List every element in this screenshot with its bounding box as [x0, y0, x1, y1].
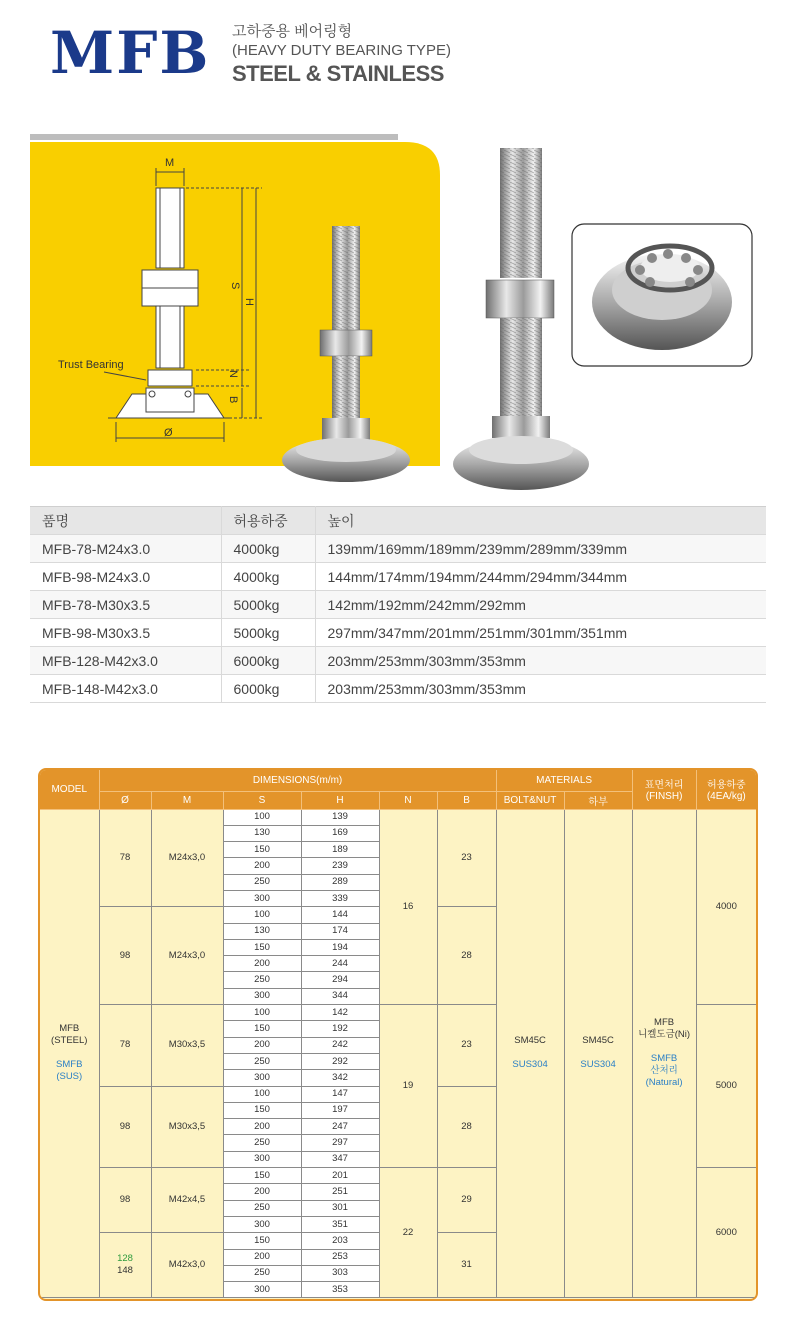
n-cell: 19 — [379, 1005, 437, 1168]
dia-cell: 78 — [99, 809, 151, 907]
h-cell: 139 — [301, 809, 379, 825]
page-header — [0, 0, 789, 110]
model-sus: SMFB — [56, 1059, 83, 1071]
brand-logo: MFB — [50, 19, 211, 87]
height-cell: 203mm/253mm/303mm/353mm — [315, 647, 766, 675]
header-dimensions: DIMENSIONS(m/m) — [99, 770, 496, 791]
h-cell: 289 — [301, 874, 379, 890]
h-cell: 301 — [301, 1200, 379, 1216]
s-cell: 200 — [223, 1249, 301, 1265]
height-cell: 144mm/174mm/194mm/244mm/294mm/344mm — [315, 563, 766, 591]
s-cell: 200 — [223, 858, 301, 874]
s-cell: 200 — [223, 1119, 301, 1135]
load-cell: 4000 — [696, 809, 756, 1005]
header-finish-ko: 표면처리 — [644, 780, 684, 792]
model-steel-sub: (STEEL) — [51, 1035, 88, 1047]
height-cell: 297mm/347mm/201mm/251mm/301mm/351mm — [315, 619, 766, 647]
finish-steel: MFB — [654, 1017, 675, 1029]
bolt-material-sus: SUS304 — [512, 1059, 548, 1071]
bolt-material-cell — [496, 809, 564, 1298]
h-cell: 239 — [301, 858, 379, 874]
height-cell: 203mm/253mm/303mm/353mm — [315, 675, 766, 703]
product-name-cell: MFB-128-M42x3.0 — [30, 647, 221, 675]
header-dia: Ø — [99, 791, 151, 809]
s-cell: 150 — [223, 939, 301, 955]
dimension-table — [40, 770, 756, 1298]
product-name-cell: MFB-78-M30x3.5 — [30, 591, 221, 619]
dia-cell — [99, 1233, 151, 1298]
model-sus-sub: (SUS) — [56, 1071, 83, 1083]
col-header-name: 품명 — [30, 507, 221, 535]
col-header-height: 높이 — [315, 507, 766, 535]
subtitle-english: (HEAVY DUTY BEARING TYPE) — [232, 42, 451, 59]
s-cell: 250 — [223, 1265, 301, 1281]
finish-sus-sub1: 산처리 — [650, 1065, 678, 1077]
load-cell: 4000kg — [221, 563, 315, 591]
leveler-photo-large — [453, 148, 589, 490]
s-cell: 150 — [223, 842, 301, 858]
s-cell: 100 — [223, 1005, 301, 1021]
table-row — [30, 619, 766, 647]
s-cell: 130 — [223, 825, 301, 841]
header-b: B — [437, 791, 496, 809]
s-cell: 300 — [223, 1070, 301, 1086]
h-cell: 147 — [301, 1086, 379, 1102]
product-visual — [0, 130, 789, 500]
dim-label-m: M — [165, 157, 175, 169]
s-cell: 300 — [223, 1282, 301, 1298]
dim-label-s: S — [229, 282, 241, 290]
finish-cell — [632, 809, 696, 1298]
h-cell: 192 — [301, 1021, 379, 1037]
s-cell: 200 — [223, 1184, 301, 1200]
h-cell: 197 — [301, 1102, 379, 1118]
header-load — [696, 770, 756, 809]
dimension-spec-table — [38, 768, 758, 1301]
h-cell: 353 — [301, 1282, 379, 1298]
s-cell: 250 — [223, 1200, 301, 1216]
header-h: H — [301, 791, 379, 809]
dia-cell: 98 — [99, 1168, 151, 1233]
load-cell: 5000kg — [221, 619, 315, 647]
h-cell: 251 — [301, 1184, 379, 1200]
s-cell: 250 — [223, 874, 301, 890]
finish-sus-sub2: (Natural) — [645, 1077, 683, 1089]
finish-sus: SMFB — [650, 1053, 678, 1065]
header-materials: MATERIALS — [496, 770, 632, 791]
base-material-cell — [564, 809, 632, 1298]
m-cell: M24x3,0 — [151, 907, 223, 1005]
dia-cell: 98 — [99, 1086, 151, 1167]
base-material: SM45C — [582, 1035, 614, 1047]
h-cell: 242 — [301, 1037, 379, 1053]
m-cell: M30x3,5 — [151, 1005, 223, 1086]
header-finish-en: (FINSH) — [645, 791, 683, 803]
table-row — [30, 647, 766, 675]
product-name-cell: MFB-98-M24x3.0 — [30, 563, 221, 591]
s-cell: 200 — [223, 1037, 301, 1053]
s-cell: 150 — [223, 1168, 301, 1184]
s-cell: 250 — [223, 1053, 301, 1069]
h-cell: 342 — [301, 1070, 379, 1086]
h-cell: 292 — [301, 1053, 379, 1069]
dia-cell: 98 — [99, 907, 151, 1005]
header-load-ko: 허용하중 — [706, 780, 746, 792]
s-cell: 150 — [223, 1021, 301, 1037]
h-cell: 169 — [301, 825, 379, 841]
col-header-load: 허용하중 — [221, 507, 315, 535]
dim-label-h: H — [243, 298, 255, 306]
bearing-inset — [572, 224, 752, 366]
table-row — [30, 535, 766, 563]
b-cell: 28 — [437, 1086, 496, 1167]
h-cell: 194 — [301, 939, 379, 955]
finish-steel-sub: 니켈도금(Ni) — [638, 1029, 691, 1041]
header-load-en: (4EA/kg) — [706, 791, 746, 803]
product-illustration — [0, 130, 789, 500]
dia-value: 128 — [117, 1253, 133, 1265]
m-cell: M24x3,0 — [151, 809, 223, 907]
h-cell: 294 — [301, 972, 379, 988]
load-cell: 5000kg — [221, 591, 315, 619]
s-cell: 100 — [223, 809, 301, 825]
h-cell: 351 — [301, 1216, 379, 1232]
table-row — [30, 675, 766, 703]
dia-cell: 78 — [99, 1005, 151, 1086]
h-cell: 247 — [301, 1119, 379, 1135]
dia-value-2: 148 — [117, 1265, 133, 1277]
decor-bar — [30, 134, 398, 140]
load-cell: 6000 — [696, 1168, 756, 1298]
table-row — [30, 563, 766, 591]
h-cell: 189 — [301, 842, 379, 858]
m-cell: M30x3,5 — [151, 1086, 223, 1167]
base-material-sus: SUS304 — [580, 1059, 616, 1071]
product-name-cell: MFB-98-M30x3.5 — [30, 619, 221, 647]
s-cell: 150 — [223, 1102, 301, 1118]
s-cell: 250 — [223, 1135, 301, 1151]
table-row — [30, 591, 766, 619]
h-cell: 344 — [301, 988, 379, 1004]
subtitle-korean: 고하중용 베어링형 — [232, 23, 353, 40]
s-cell: 130 — [223, 923, 301, 939]
b-cell: 23 — [437, 809, 496, 907]
load-cell: 6000kg — [221, 675, 315, 703]
bolt-material: SM45C — [514, 1035, 546, 1047]
h-cell: 303 — [301, 1265, 379, 1281]
m-cell: M42x3,0 — [151, 1233, 223, 1298]
product-name-cell: MFB-78-M24x3.0 — [30, 535, 221, 563]
header-bolt-nut: BOLT&NUT — [496, 791, 564, 809]
h-cell: 144 — [301, 907, 379, 923]
load-cell: 4000kg — [221, 535, 315, 563]
header-model: MODEL — [40, 770, 99, 809]
model-cell — [40, 809, 99, 1298]
b-cell: 28 — [437, 907, 496, 1005]
s-cell: 150 — [223, 1233, 301, 1249]
s-cell: 100 — [223, 1086, 301, 1102]
h-cell: 244 — [301, 956, 379, 972]
h-cell: 297 — [301, 1135, 379, 1151]
model-steel: MFB — [59, 1023, 80, 1035]
table-header-row — [30, 507, 766, 535]
table-row — [40, 809, 756, 825]
s-cell: 100 — [223, 907, 301, 923]
h-cell: 142 — [301, 1005, 379, 1021]
h-cell: 174 — [301, 923, 379, 939]
dim-label-n: N — [227, 370, 239, 378]
n-cell: 16 — [379, 809, 437, 1005]
dim-label-dia: Ø — [164, 427, 173, 439]
header-finish — [632, 770, 696, 809]
s-cell: 250 — [223, 972, 301, 988]
height-cell: 142mm/192mm/242mm/292mm — [315, 591, 766, 619]
product-name-cell: MFB-148-M42x3.0 — [30, 675, 221, 703]
header-s: S — [223, 791, 301, 809]
h-cell: 203 — [301, 1233, 379, 1249]
b-cell: 23 — [437, 1005, 496, 1086]
header-m: M — [151, 791, 223, 809]
material-title: STEEL & STAINLESS — [232, 61, 444, 86]
yellow-panel — [30, 142, 440, 466]
product-height-table — [30, 506, 766, 703]
h-cell: 347 — [301, 1151, 379, 1167]
height-cell: 139mm/169mm/189mm/239mm/289mm/339mm — [315, 535, 766, 563]
load-cell: 5000 — [696, 1005, 756, 1168]
s-cell: 300 — [223, 1216, 301, 1232]
s-cell: 300 — [223, 1151, 301, 1167]
trust-bearing-label: Trust Bearing — [58, 359, 124, 371]
h-cell: 339 — [301, 890, 379, 906]
b-cell: 31 — [437, 1233, 496, 1298]
header-n: N — [379, 791, 437, 809]
m-cell: M42x4,5 — [151, 1168, 223, 1233]
h-cell: 201 — [301, 1168, 379, 1184]
n-cell: 22 — [379, 1168, 437, 1298]
header-base: 하부 — [564, 791, 632, 809]
s-cell: 300 — [223, 988, 301, 1004]
load-cell: 6000kg — [221, 647, 315, 675]
s-cell: 200 — [223, 956, 301, 972]
dim-label-b: B — [227, 396, 239, 404]
b-cell: 29 — [437, 1168, 496, 1233]
h-cell: 253 — [301, 1249, 379, 1265]
s-cell: 300 — [223, 890, 301, 906]
